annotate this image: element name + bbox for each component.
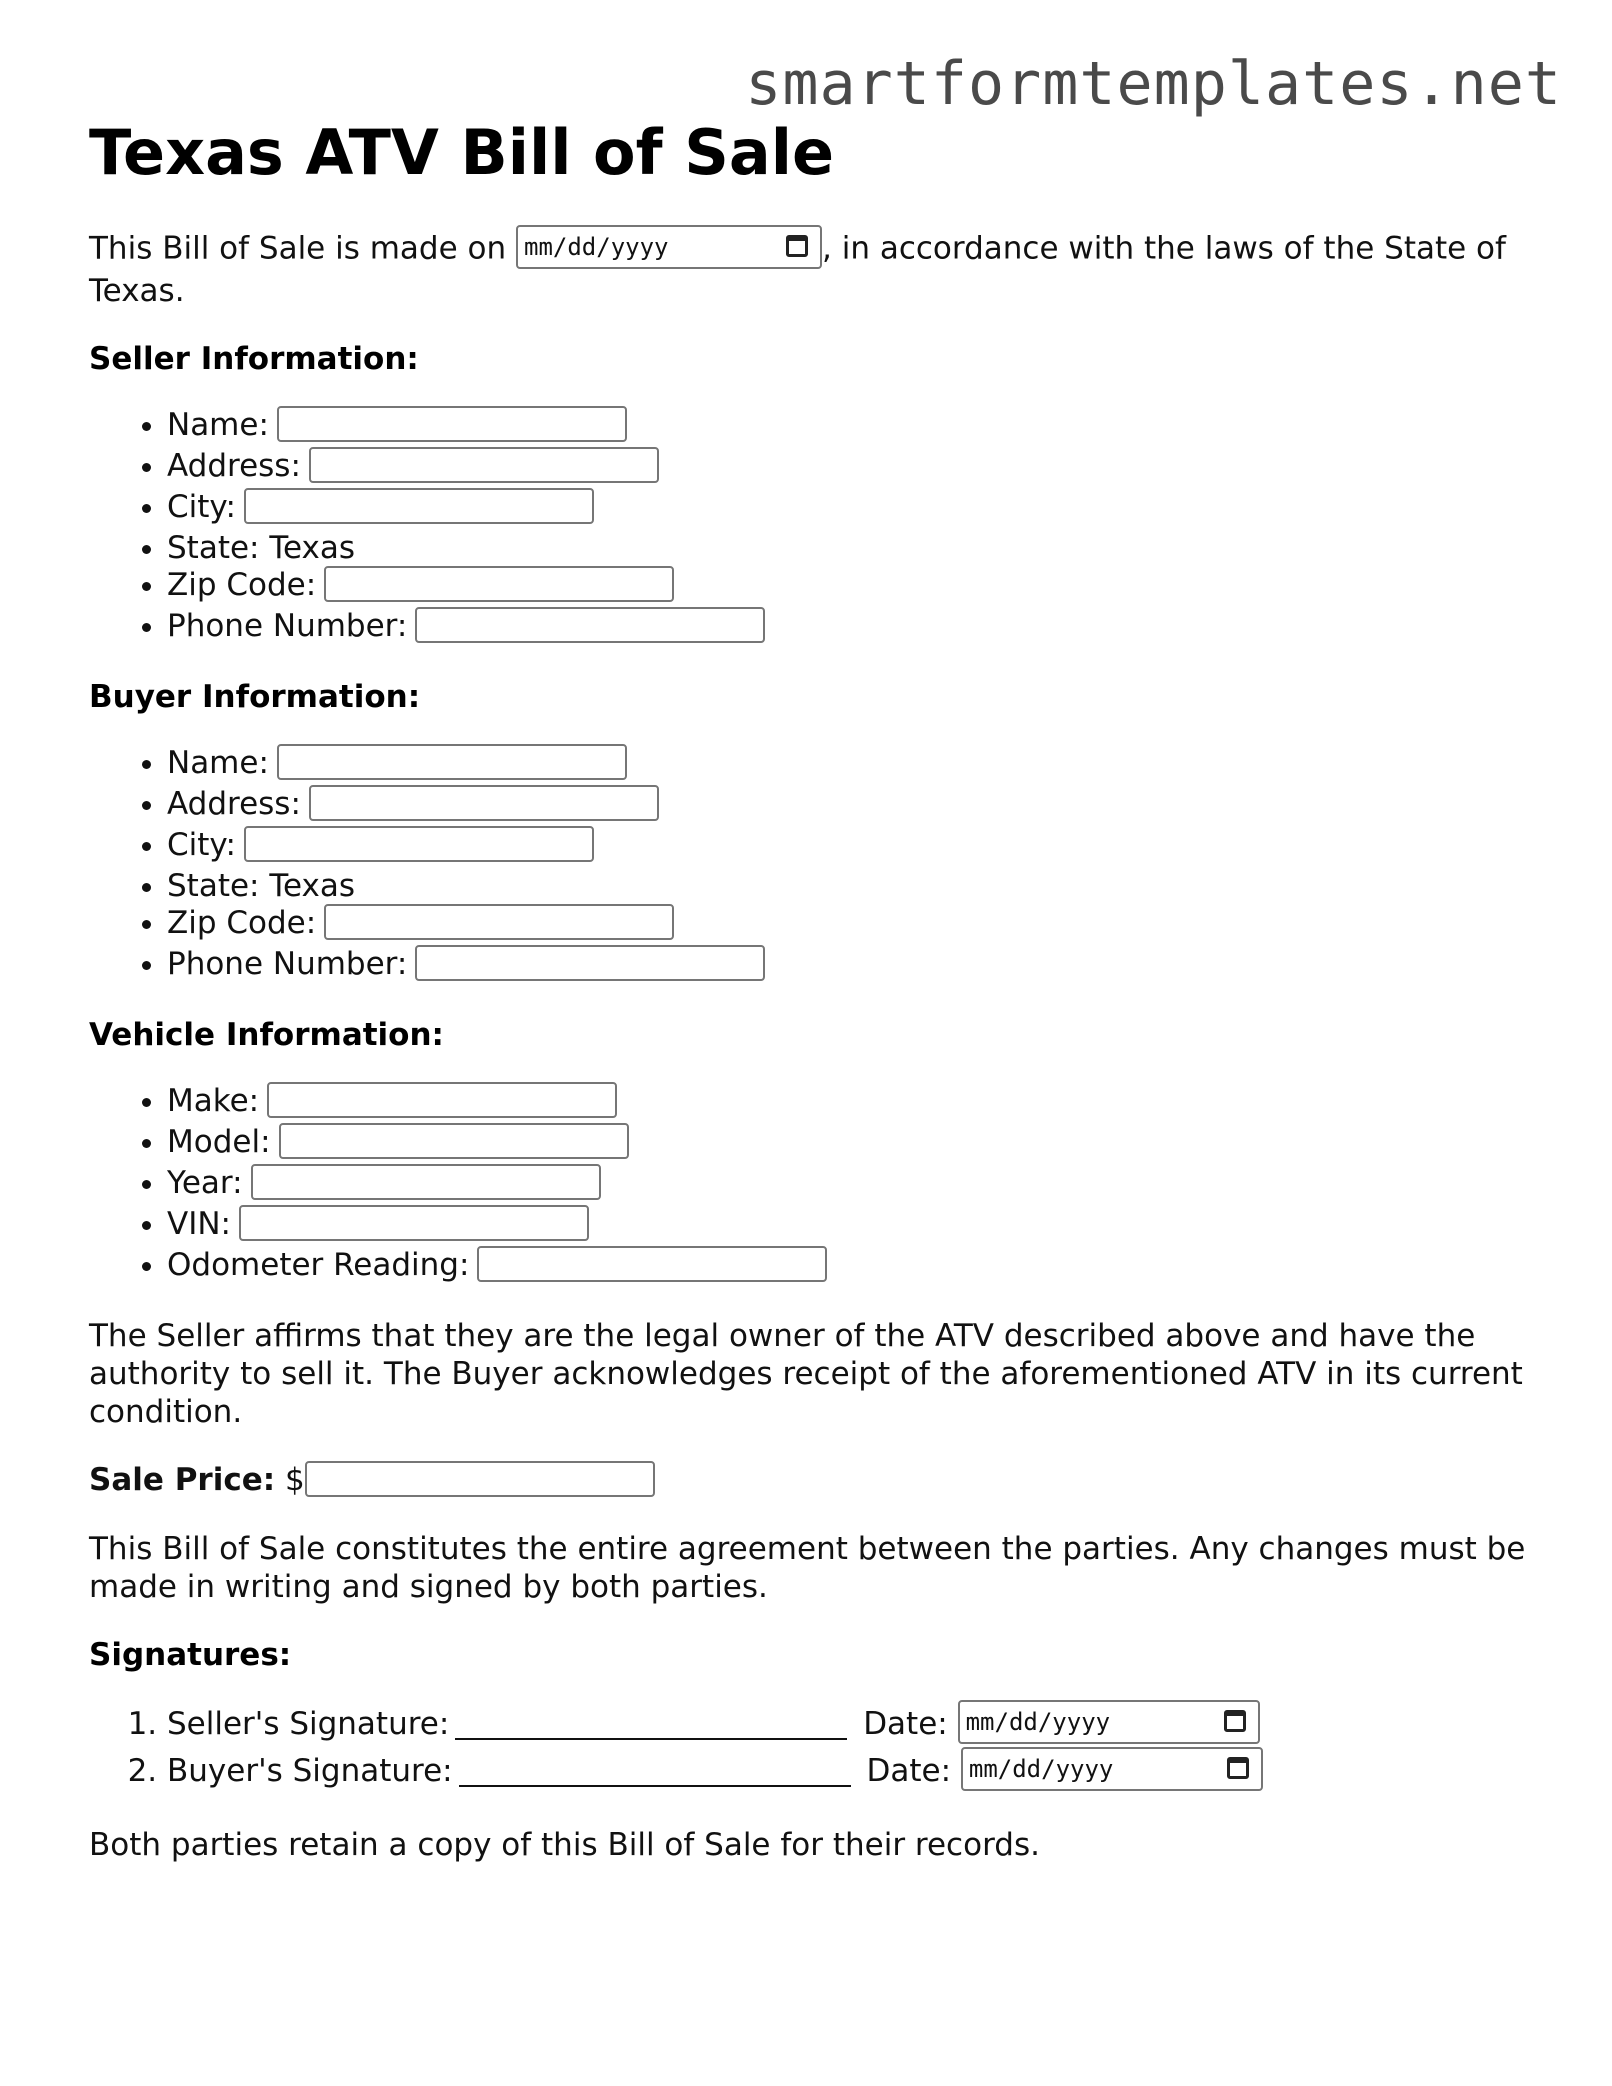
vehicle-year-label: Year: bbox=[167, 1165, 243, 1201]
seller-signature-line[interactable] bbox=[455, 1708, 847, 1740]
buyer-state-label: State: Texas bbox=[167, 868, 356, 904]
sale-date-input[interactable] bbox=[516, 225, 822, 269]
buyer-fields bbox=[89, 744, 1529, 986]
buyer-zip-label: Zip Code: bbox=[167, 905, 317, 941]
vehicle-year-row bbox=[167, 1164, 1529, 1205]
buyer-signature-row bbox=[167, 1749, 1529, 1796]
sale-date-placeholder: mm/dd/yyyy bbox=[524, 233, 669, 261]
buyer-name-row bbox=[167, 744, 1529, 785]
vehicle-make-label: Make: bbox=[167, 1083, 260, 1119]
vehicle-model-label: Model: bbox=[167, 1124, 271, 1160]
vehicle-model-input[interactable] bbox=[279, 1123, 629, 1159]
affirmation-paragraph: The Seller affirms that they are the legal owner of the ATV described above and have the authority to sell it. The Buyer acknowledges receipt of the aforementioned ATV in its current condition. bbox=[89, 1318, 1523, 1430]
buyer-signature-line[interactable] bbox=[459, 1755, 851, 1787]
buyer-date-placeholder: mm/dd/yyyy bbox=[968, 1755, 1114, 1783]
seller-zip-label: Zip Code: bbox=[167, 567, 317, 603]
vehicle-make-row bbox=[167, 1082, 1529, 1123]
seller-city-input[interactable] bbox=[244, 488, 594, 524]
agreement-paragraph: This Bill of Sale constitutes the entire agreement between the parties. Any changes must be made in writing and signed by both parties. bbox=[89, 1530, 1526, 1605]
vehicle-odometer-label: Odometer Reading: bbox=[167, 1247, 470, 1283]
signature-list bbox=[89, 1702, 1529, 1796]
seller-fields bbox=[89, 406, 1529, 648]
seller-date-input[interactable] bbox=[958, 1700, 1260, 1744]
buyer-date-input[interactable] bbox=[961, 1747, 1263, 1791]
buyer-phone-label: Phone Number: bbox=[167, 946, 408, 982]
calendar-icon[interactable] bbox=[786, 235, 808, 257]
signatures-heading: Signatures: bbox=[89, 1636, 292, 1673]
buyer-phone-input[interactable] bbox=[415, 945, 765, 981]
seller-city-label: City: bbox=[167, 489, 236, 525]
sale-price-input[interactable] bbox=[305, 1461, 655, 1497]
watermark: smartformtemplates.net bbox=[745, 49, 1562, 119]
seller-date-label: Date: bbox=[863, 1705, 948, 1742]
seller-phone-row bbox=[167, 607, 1529, 648]
vehicle-year-input[interactable] bbox=[251, 1164, 601, 1200]
buyer-signature-label: Buyer's Signature: bbox=[167, 1752, 453, 1789]
seller-signature-row bbox=[167, 1702, 1529, 1749]
intro-text-before: This Bill of Sale is made on bbox=[89, 230, 516, 267]
vehicle-odometer-row bbox=[167, 1246, 1529, 1287]
seller-zip-input[interactable] bbox=[324, 566, 674, 602]
seller-phone-input[interactable] bbox=[415, 607, 765, 643]
vehicle-vin-input[interactable] bbox=[239, 1205, 589, 1241]
seller-signature-label: Seller's Signature: bbox=[167, 1705, 450, 1742]
seller-zip-row bbox=[167, 566, 1529, 607]
seller-city-row bbox=[167, 488, 1529, 529]
intro-paragraph bbox=[89, 228, 1529, 310]
buyer-city-label: City: bbox=[167, 827, 236, 863]
vehicle-heading: Vehicle Information: bbox=[89, 1017, 444, 1053]
sale-price-label: Sale Price: bbox=[89, 1462, 276, 1498]
buyer-address-input[interactable] bbox=[309, 785, 659, 821]
calendar-icon[interactable] bbox=[1224, 1710, 1246, 1732]
buyer-city-input[interactable] bbox=[244, 826, 594, 862]
bill-of-sale-form bbox=[89, 110, 1529, 1864]
seller-state-row bbox=[167, 529, 1529, 566]
seller-heading: Seller Information: bbox=[89, 341, 419, 377]
vehicle-vin-row bbox=[167, 1205, 1529, 1246]
buyer-name-input[interactable] bbox=[277, 744, 627, 780]
vehicle-odometer-input[interactable] bbox=[477, 1246, 827, 1282]
seller-address-input[interactable] bbox=[309, 447, 659, 483]
seller-address-label: Address: bbox=[167, 448, 301, 484]
vehicle-make-input[interactable] bbox=[267, 1082, 617, 1118]
buyer-city-row bbox=[167, 826, 1529, 867]
buyer-phone-row bbox=[167, 945, 1529, 986]
calendar-icon[interactable] bbox=[1227, 1757, 1249, 1779]
seller-name-row bbox=[167, 406, 1529, 447]
buyer-zip-row bbox=[167, 904, 1529, 945]
seller-address-row bbox=[167, 447, 1529, 488]
seller-name-label: Name: bbox=[167, 407, 269, 443]
vehicle-vin-label: VIN: bbox=[167, 1206, 231, 1242]
seller-state-label: State: Texas bbox=[167, 530, 356, 566]
seller-phone-label: Phone Number: bbox=[167, 608, 408, 644]
page-title: Texas ATV Bill of Sale bbox=[89, 116, 834, 189]
buyer-address-label: Address: bbox=[167, 786, 301, 822]
closing-paragraph: Both parties retain a copy of this Bill of Sale for their records. bbox=[89, 1826, 1040, 1863]
vehicle-fields bbox=[89, 1082, 1529, 1287]
currency-symbol: $ bbox=[284, 1462, 305, 1498]
buyer-heading: Buyer Information: bbox=[89, 679, 421, 715]
vehicle-model-row bbox=[167, 1123, 1529, 1164]
buyer-zip-input[interactable] bbox=[324, 904, 674, 940]
buyer-name-label: Name: bbox=[167, 745, 269, 781]
seller-date-placeholder: mm/dd/yyyy bbox=[965, 1708, 1111, 1736]
sale-price-row bbox=[89, 1461, 1529, 1500]
buyer-address-row bbox=[167, 785, 1529, 826]
buyer-state-row bbox=[167, 867, 1529, 904]
intro-text-after: , in accordance with the laws of the State of Texas. bbox=[89, 230, 1506, 309]
buyer-date-label: Date: bbox=[866, 1752, 952, 1789]
seller-name-input[interactable] bbox=[277, 406, 627, 442]
